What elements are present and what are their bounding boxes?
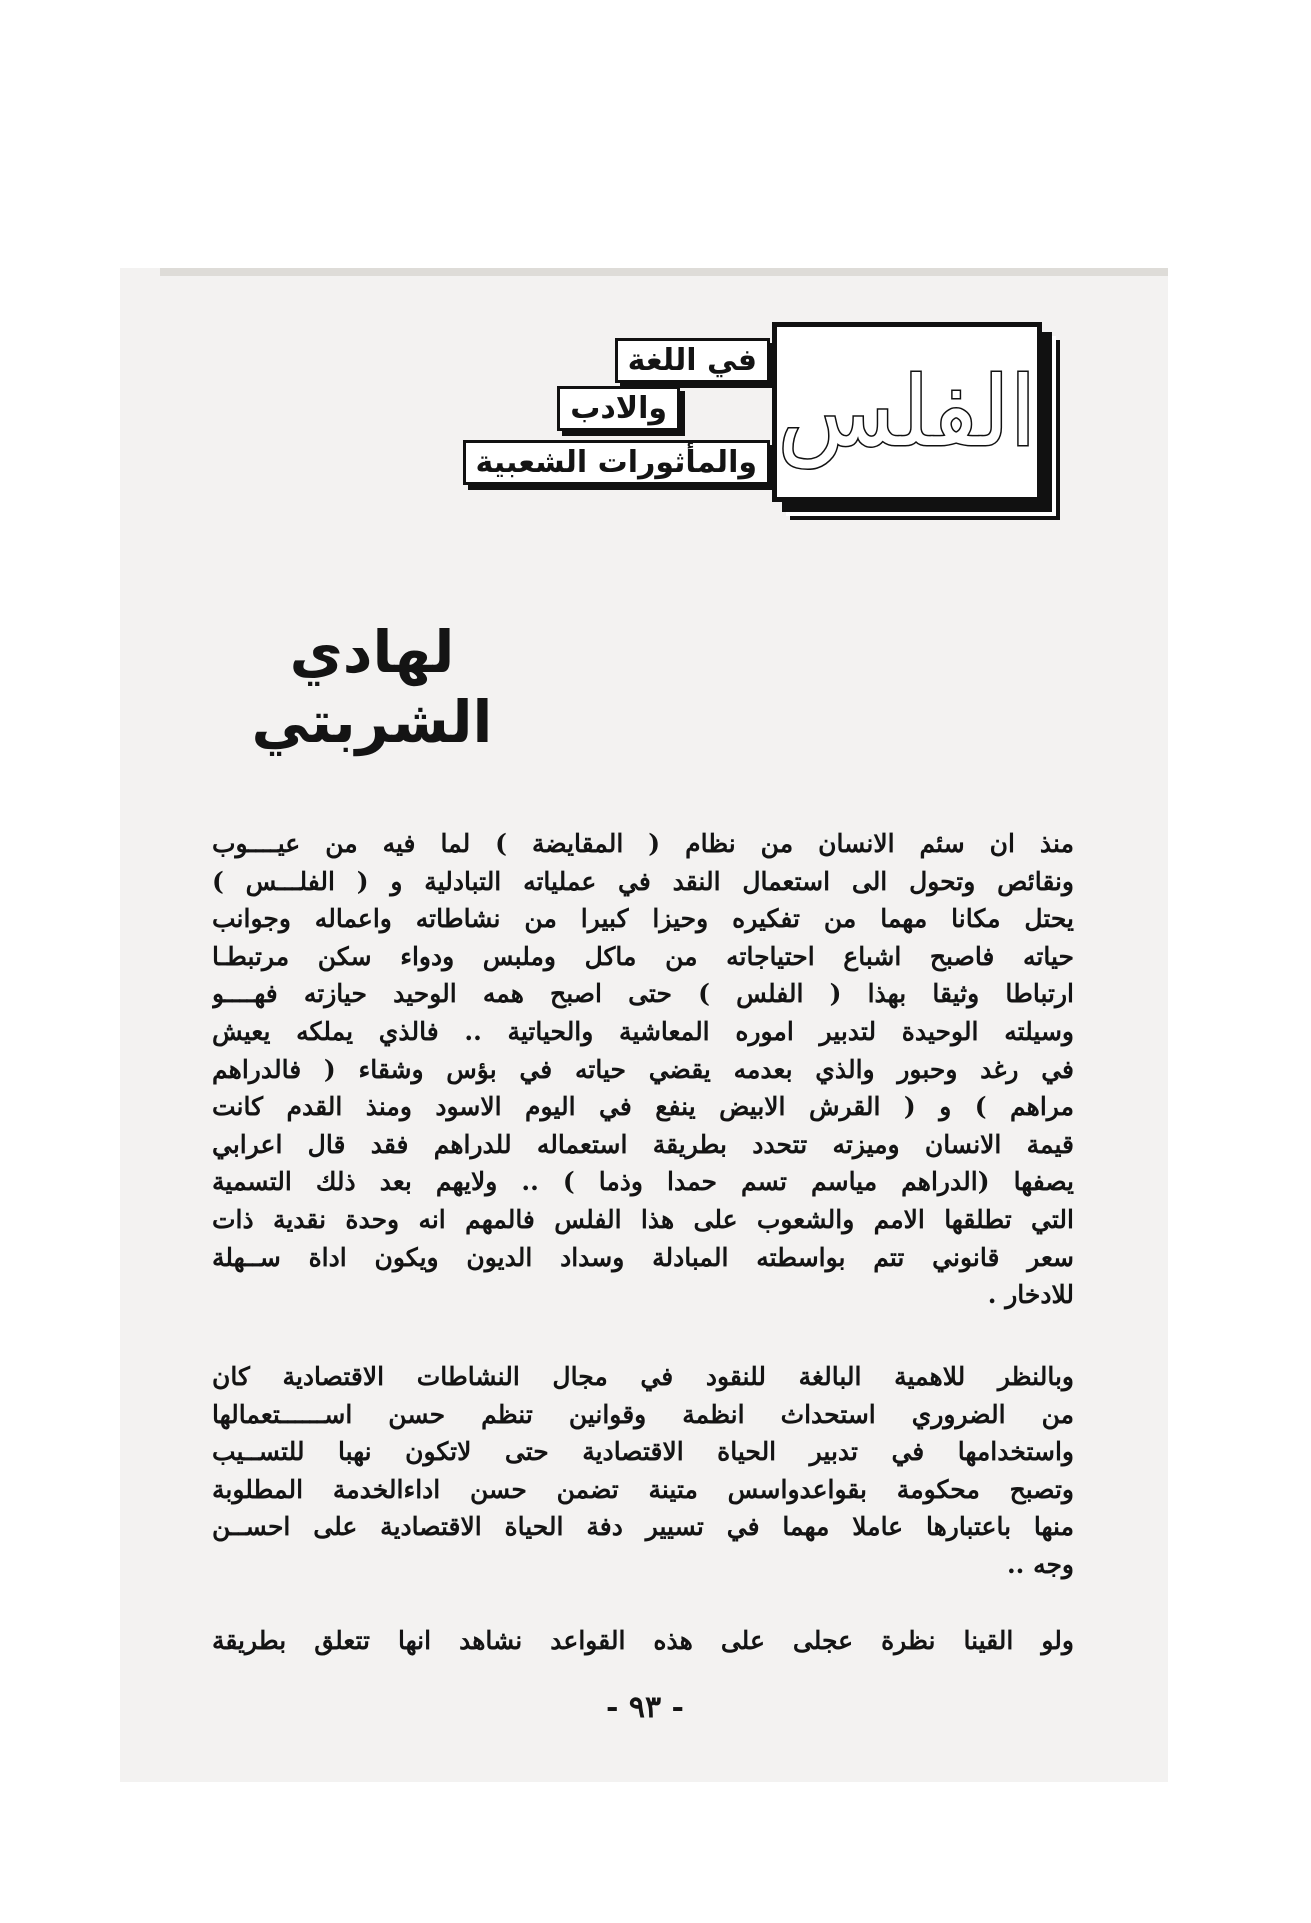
text-line: يحتل مكانا مهما من تفكيره وحيزا كبيرا من نشاطاته واعماله وجوانب [212, 904, 1074, 934]
text-line: وجه .. [1006, 1549, 1074, 1579]
paragraph-3 [212, 1622, 1074, 1660]
paragraph-1 [212, 825, 1074, 1314]
subtitle-folklore: والمأثورات الشعبية [463, 440, 770, 485]
text-line: حياته فاصبح اشباع احتياجاته من ماكل وملبس ودواء سكن مرتبطـا [212, 941, 1074, 971]
text-line: ارتباطا وثيقا بهذا ( الفلس ) حتى اصبح همه الوحيد حيازته فهــــو [212, 979, 1074, 1009]
text-line: ونقائص وتحول الى استعمال النقد في عملياته التبادلية و ( الفلـــس ) [212, 866, 1074, 896]
text-line: وسيلته الوحيدة لتدبير اموره المعاشية والحياتية .. فالذي يملكه يعيش [212, 1016, 1074, 1046]
author-name: لهادي الشربتي [251, 618, 493, 756]
text-line: ولو القينا نظرة عجلى على هذه القواعد نشاهد انها تتعلق بطريقة [212, 1626, 1074, 1655]
text-line: قيمة الانسان وميزته تتحدد بطريقة استعماله للدراهم فقد قال اعرابي [212, 1129, 1074, 1159]
text-line: للادخار . [987, 1280, 1074, 1310]
article-title-block [400, 300, 1060, 530]
scan-edge-shadow [160, 268, 1168, 276]
text-line: وبالنظر للاهمية البالغة للنقود في مجال النشاطات الاقتصادية كان [212, 1362, 1074, 1391]
text-line: منها باعتبارها عاملا مهما في تسيير دفة الحياة الاقتصادية على احســن [212, 1512, 1074, 1542]
main-title: الفلس [777, 356, 1037, 468]
text-line: في رغد وحبور والذي بعدمه يقضي حياته في بؤس وشقاء ( فالدراهم [212, 1054, 1074, 1084]
text-line: التي تطلقها الامم والشعوب على هذا الفلس فالمهم انه وحدة نقدية ذات [212, 1204, 1074, 1234]
text-line: وتصبح محكومة بقواعدواسس متينة تضمن حسن اداءالخدمة المطلوبة [212, 1474, 1074, 1504]
text-line: واستخدامها في تدبير الحياة الاقتصادية حتى لاتكون نهبا للتســيب [212, 1437, 1074, 1467]
text-line: سعر قانوني تتم بواسطته المبادلة وسداد الديون ويكون اداة ســهلة [212, 1242, 1074, 1272]
text-line: يصفها (الدراهم مياسم تسم حمدا وذما ) .. ولايهم بعد ذلك التسمية [212, 1167, 1074, 1197]
subtitle-literature: والادب [557, 386, 680, 431]
main-title-box [772, 322, 1042, 502]
text-line: منذ ان سئم الانسان من نظام ( المقايضة ) لما فيه من عيــــوب [212, 829, 1074, 858]
page-number: - ٩٣ - [605, 1690, 685, 1725]
paragraph-2 [212, 1358, 1074, 1584]
subtitle-language: في اللغة [615, 338, 770, 383]
text-line: من الضروري استحداث انظمة وقوانين تنظم حسن اســــــتعمالها [212, 1399, 1074, 1429]
text-line: مراهم ) و ( القرش الابيض ينفع في اليوم الاسود ومنذ القدم كانت [212, 1092, 1074, 1122]
